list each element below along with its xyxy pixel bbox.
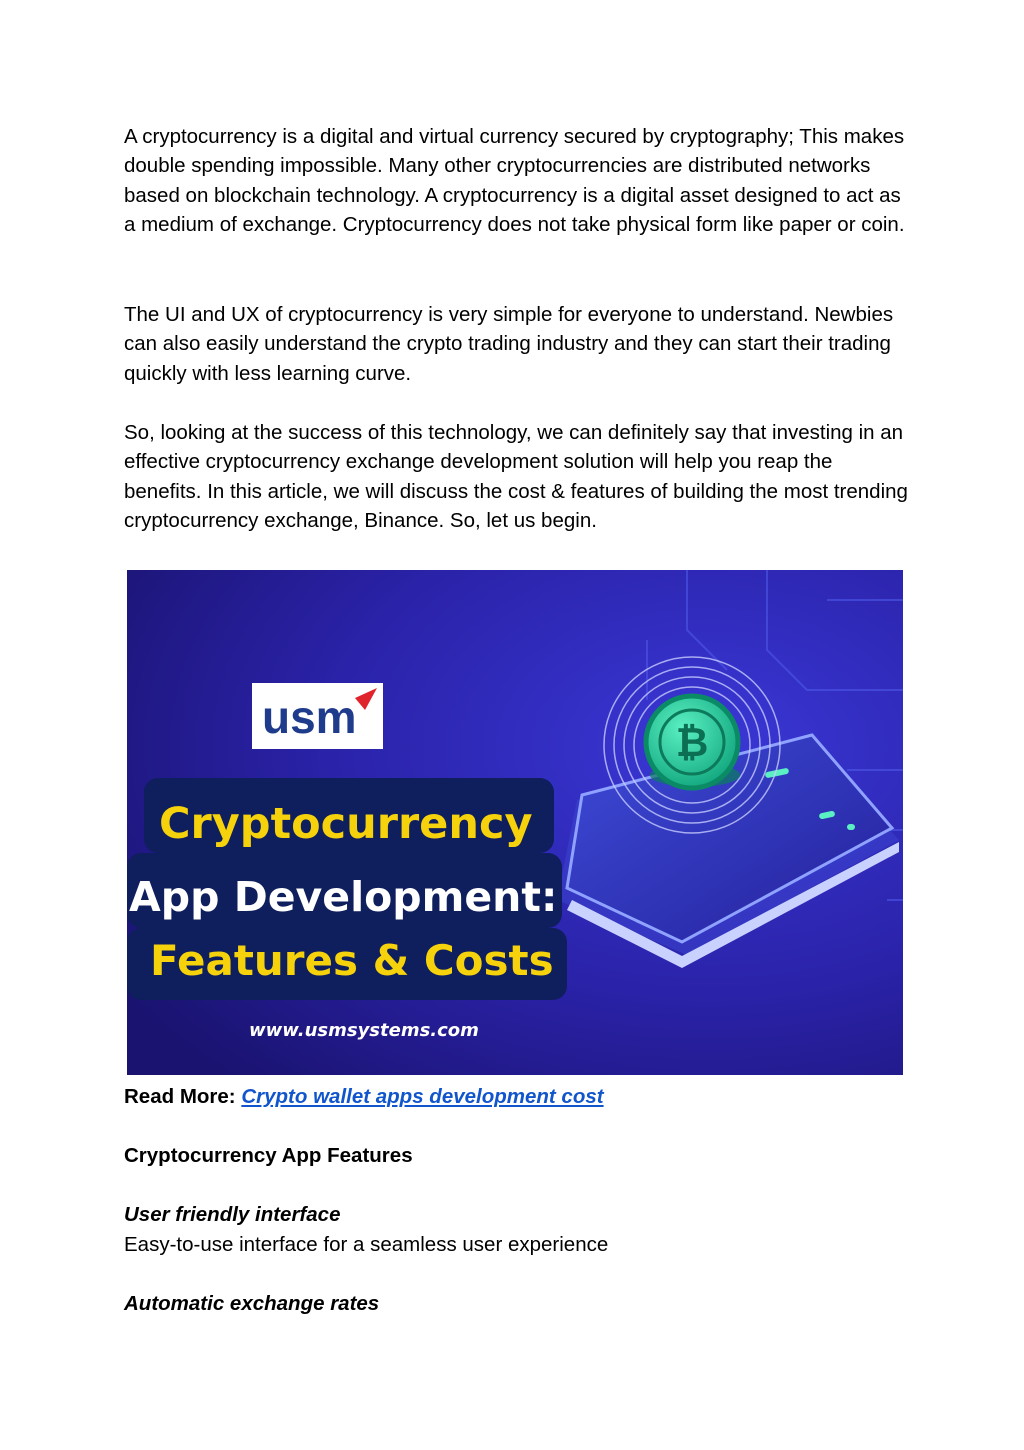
banner-title-line3: Features & Costs (150, 936, 554, 985)
feature-title: Automatic exchange rates (124, 1292, 380, 1315)
feature-title: User friendly interface (124, 1203, 341, 1226)
read-more-line (124, 1082, 604, 1111)
read-more-link[interactable]: Crypto wallet apps development cost (241, 1085, 604, 1108)
feature-description: Easy-to-use interface for a seamless user experience (124, 1233, 609, 1256)
bitcoin-symbol-icon: ₿ (675, 720, 709, 766)
banner-title-line2: App Development: (129, 873, 558, 921)
usm-logo-text: usm (262, 691, 357, 743)
banner-title-line1: Cryptocurrency (159, 799, 533, 849)
intro-paragraph: A cryptocurrency is a digital and virtual currency secured by cryptography; This makes double spending impossible. Many other cryptocurrencies are distributed networks based on blockchain technology. A cryptocurrency is a digital asset designed to act as a medium of exchange. Cryptocurrency does not take physical form like paper or coin. (124, 125, 905, 237)
banner-website: www.usmsystems.com (249, 1020, 479, 1041)
read-more-label: Read More: (124, 1085, 236, 1108)
ui-ux-paragraph: The UI and UX of cryptocurrency is very simple for everyone to understand. Newbies can also easily understand the crypto trading industry and they can start their trading quickly with less learning curve. (124, 303, 894, 385)
phone-accent-3 (847, 824, 855, 830)
features-heading: Cryptocurrency App Features (124, 1144, 413, 1167)
banner-image (127, 570, 903, 1075)
success-paragraph: So, looking at the success of this technology, we can definitely say that investing in an effective cryptocurrency exchange development solution will help you reap the benefits. In this article, we will discuss the cost & features of building the most trending cryptocurrency exchange, Binance. So, let us begin. (124, 421, 908, 533)
